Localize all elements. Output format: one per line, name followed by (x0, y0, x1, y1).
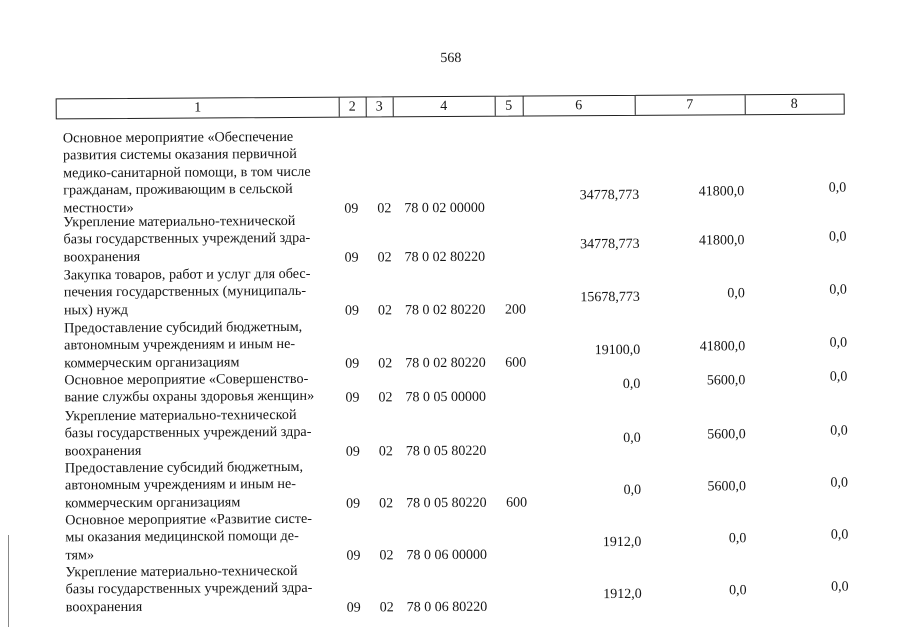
description-line: Укрепление материально-технической (64, 406, 297, 425)
table-row (0, 125, 904, 217)
cell-c6: 1912,0 (603, 586, 642, 602)
cell-c6: 15678,773 (580, 289, 640, 305)
cell-c4: 78 0 02 80220 (404, 302, 486, 319)
cell-c4: 78 0 05 80220 (406, 495, 487, 512)
cell-c8: 0,0 (829, 335, 848, 351)
description-line: воохранения (65, 598, 143, 616)
description-line: тям» (65, 546, 95, 564)
row-description (65, 563, 337, 617)
cell-c7: 0,0 (729, 582, 747, 599)
cell-c8: 0,0 (831, 579, 849, 595)
cell-c4: 78 0 02 00000 (404, 200, 485, 216)
cell-c2: 09 (344, 303, 359, 319)
header-col-8: 8 (790, 96, 798, 112)
cell-c8: 0,0 (829, 369, 848, 386)
description-line: Основное мероприятие «Развитие систе- (65, 510, 313, 529)
cell-c2: 09 (345, 356, 360, 372)
cell-c2: 09 (346, 496, 361, 512)
description-line: печения государственных (муниципаль- (63, 283, 307, 301)
description-line: ных) нужд (63, 301, 128, 319)
row-description (65, 407, 337, 461)
description-line: Предоставление субсидий бюджетным, (64, 458, 304, 477)
cell-c8: 0,0 (828, 180, 847, 196)
cell-c7: 0,0 (727, 285, 745, 302)
description-line: автономным учреждениям и иным не- (64, 336, 296, 354)
cell-c2: 09 (345, 444, 360, 460)
cell-c6: 0,0 (623, 430, 641, 446)
row-description (65, 459, 337, 513)
cell-c7: 5600,0 (707, 426, 746, 443)
description-line: медико-санитарной помощи, в том числе (63, 163, 311, 182)
description-line: вание службы охраны здоровья женщин» (64, 388, 315, 406)
cell-c5: 600 (506, 495, 528, 511)
cell-c5: 200 (504, 302, 526, 318)
cell-c7: 0,0 (728, 530, 747, 547)
description-line: развития системы оказания первичной (62, 146, 297, 164)
header-col-5: 5 (495, 97, 524, 116)
cell-c2: 09 (345, 390, 360, 407)
description-line: Основное мероприятие «Обеспечение (62, 128, 294, 147)
cell-c6: 0,0 (622, 377, 641, 393)
description-line: Укрепление материально-технической (63, 212, 296, 231)
description-line: Предоставление субсидий бюджетным, (63, 318, 303, 337)
table-header-row (56, 94, 845, 120)
cell-c8: 0,0 (830, 423, 848, 439)
cell-c6: 34778,773 (579, 236, 640, 253)
header-col-2: 2 (339, 98, 367, 117)
description-line: гражданам, проживающим в сельской (63, 181, 293, 199)
row-description (64, 319, 336, 373)
cell-c4: 78 0 06 00000 (406, 547, 487, 564)
cell-c4: 78 0 06 80220 (406, 599, 488, 616)
description-line: Основное мероприятие «Совершенство- (64, 370, 309, 389)
description-line: базы государственных учреждений здра- (64, 424, 312, 442)
cell-c3: 02 (377, 250, 392, 266)
scan-edge-mark (8, 535, 9, 627)
cell-c3: 02 (377, 303, 392, 319)
row-description (65, 511, 337, 565)
cell-c7: 5600,0 (707, 478, 747, 495)
cell-c3: 02 (379, 496, 394, 512)
description-line: местности» (63, 199, 134, 216)
row-description (63, 129, 336, 218)
cell-c4: 78 0 05 00000 (405, 390, 487, 406)
cell-c7: 5600,0 (706, 373, 746, 389)
cell-c7: 41800,0 (698, 232, 745, 249)
cell-c5: 600 (505, 355, 527, 371)
cell-c6: 0,0 (623, 482, 642, 498)
cell-c3: 02 (379, 600, 394, 616)
cell-c6: 34778,773 (579, 187, 640, 203)
cell-c3: 02 (377, 200, 392, 217)
row-description (64, 371, 336, 407)
description-line: мы оказания медицинской помощи де- (65, 528, 299, 546)
cell-c3: 02 (378, 390, 393, 406)
header-col-6: 6 (523, 96, 636, 116)
cell-c4: 78 0 02 80220 (405, 355, 486, 372)
cell-c8: 0,0 (829, 282, 847, 298)
cell-c8: 0,0 (830, 475, 849, 491)
header-col-4: 4 (393, 97, 496, 117)
description-line: коммерческим организациям (64, 354, 240, 372)
cell-c3: 02 (378, 444, 393, 460)
header-col-1: 1 (57, 98, 340, 119)
description-line: коммерческим организациям (65, 494, 241, 512)
description-line: автономным учреждениям и иным не- (64, 476, 297, 494)
cell-c4: 78 0 02 80220 (404, 249, 486, 266)
cell-c2: 09 (344, 201, 359, 217)
cell-c8: 0,0 (828, 229, 847, 245)
cell-c8: 0,0 (830, 527, 849, 543)
header-col-3: 3 (366, 97, 394, 116)
cell-c2: 09 (346, 600, 361, 616)
page-number: 568 (440, 50, 462, 67)
cell-c2: 09 (346, 548, 361, 564)
header-col-7: 7 (635, 95, 746, 115)
description-line: базы государственных учреждений здра- (65, 580, 313, 598)
row-description (64, 266, 336, 320)
cell-c3: 02 (379, 548, 394, 564)
cell-c6: 19100,0 (594, 342, 641, 358)
description-line: базы государственных учреждений здра- (63, 230, 311, 248)
cell-c2: 09 (344, 250, 359, 266)
description-line: воохранения (63, 248, 141, 266)
cell-c6: 1912,0 (602, 534, 642, 550)
cell-c7: 41800,0 (699, 338, 746, 355)
row-description (63, 213, 335, 267)
description-line: Закупка товаров, работ и услуг для обес- (63, 265, 311, 284)
cell-c4: 78 0 05 80220 (405, 443, 487, 460)
cell-c3: 02 (378, 356, 393, 372)
description-line: Укрепление материально-технической (65, 562, 298, 581)
description-line: воохранения (64, 442, 142, 460)
cell-c7: 41800,0 (698, 183, 745, 200)
